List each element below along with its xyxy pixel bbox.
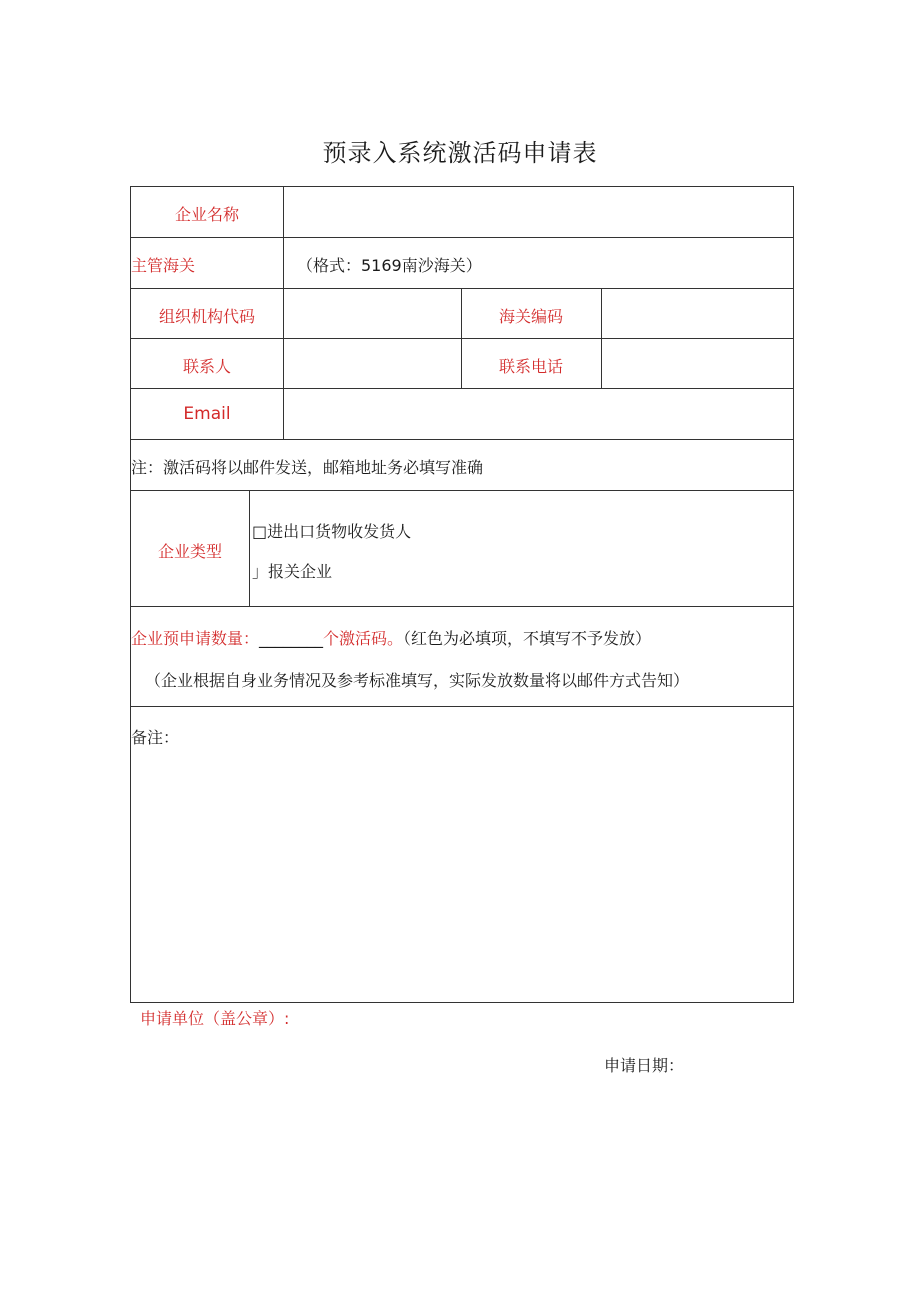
customs-label: 主管海关 <box>131 256 196 275</box>
row-divider <box>131 237 793 238</box>
phone-label: 联系电话 <box>498 357 563 376</box>
customs-code-label: 海关编码 <box>498 307 563 326</box>
org-code-label: 组织机构代码 <box>158 307 255 326</box>
row-divider <box>131 490 793 491</box>
row-divider <box>131 388 793 389</box>
page-title: 预录入系统激活码申请表 <box>322 139 598 167</box>
quantity-hint: （企业根据自身业务情况及参考标准填写，实际发放数量将以邮件方式告知） <box>145 671 690 690</box>
contact-field[interactable] <box>292 354 452 374</box>
email-field[interactable] <box>292 404 782 424</box>
remarks-label: 备注： <box>131 728 180 747</box>
email-note: 注：激活码将以邮件发送，邮箱地址务必填写准确 <box>131 458 484 477</box>
company-name-field[interactable] <box>292 202 782 222</box>
company-type-option-broker[interactable]: 」报关企业 <box>252 562 333 581</box>
contact-label: 联系人 <box>182 357 231 376</box>
row-divider <box>131 288 793 289</box>
applicant-seal-label: 申请单位（盖公章）: <box>140 1009 290 1028</box>
email-label: Email <box>183 404 231 424</box>
application-date-label: 申请日期： <box>604 1056 685 1075</box>
org-code-field[interactable] <box>292 304 452 324</box>
row-divider <box>131 606 793 607</box>
column-divider <box>249 490 250 606</box>
row-divider <box>131 706 793 707</box>
customs-code-field[interactable] <box>610 304 788 324</box>
remarks-area[interactable] <box>135 750 785 995</box>
row-divider <box>131 439 793 440</box>
column-divider <box>283 187 284 439</box>
customs-format-hint: （格式：5169南沙海关） <box>297 256 482 275</box>
quantity-unit: 个激活码。 <box>323 629 404 648</box>
company-name-label: 企业名称 <box>174 205 239 224</box>
quantity-blank[interactable]: ________ <box>259 629 324 648</box>
row-divider <box>131 338 793 339</box>
company-type-label: 企业类型 <box>157 542 222 561</box>
phone-field[interactable] <box>610 354 788 374</box>
column-divider <box>601 288 602 388</box>
quantity-line <box>131 626 651 649</box>
company-type-option-consignee[interactable]: □进出口货物收发货人 <box>252 522 412 541</box>
quantity-label: 企业预申请数量： <box>131 629 260 648</box>
quantity-required-note: （红色为必填项，不填写不予发放） <box>403 629 652 648</box>
